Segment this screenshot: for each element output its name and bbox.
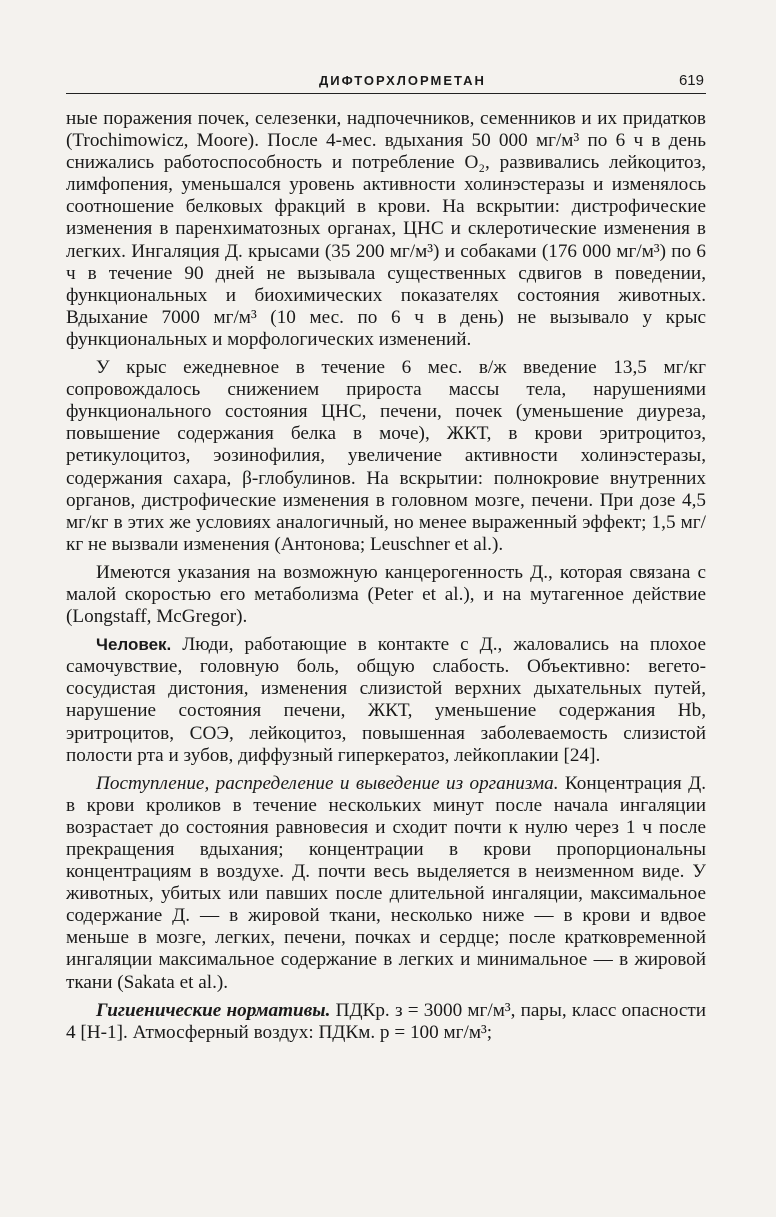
section-heading-human: Человек. (96, 635, 172, 655)
section-heading-distribution: Поступление, распределение и выведение из организма. (96, 772, 559, 794)
section-heading-hygiene: Гигиенические нормативы. (96, 999, 331, 1021)
paragraph-oral-administration: У крыс ежедневное в течение 6 мес. в/ж введение 13,5 мг/кг сопровождалось снижением прироста массы тела, нарушениями функционального состояния ЦНС, печени, почек (уменьшение диуреза, повышение содержания белка в моче), ЖКТ, в крови эритроцитоз, ретикулоцитоз, эозинофилия, увеличение активности холинэстеразы, содержания сахара, β-глобулинов. На вскрытии: полнокровие внутренних органов, дистрофические изменения в головном мозге, печени. При дозе 4,5 мг/кг в этих же условиях аналогичный, но менее выраженный эффект; 1,5 мг/кг не вызвали изменения (Антонова; Leuschner et al.). (66, 357, 706, 555)
page-header (66, 72, 706, 94)
paragraph-human (66, 634, 706, 767)
page-number: 619 (678, 72, 704, 89)
paragraph-hygiene-text: ПДКр. з = 3000 мг/м³, пары, класс опасности 4 [Н-1]. Атмосферный воздух: ПДКм. р = 100 мг/м³; (66, 999, 706, 1043)
paragraph-distribution (66, 773, 706, 994)
paragraph-human-text: Люди, работающие в контакте с Д., жаловались на плохое самочувствие, головную боль, общую слабость. Объективно: вегето-сосудистая дистония, изменения слизистой верхних дыхательных путей, нарушение состояния печени, ЖКТ, уменьшение содержания Hb, эритроцитов, СОЭ, лейкоцитоз, повышенная заболеваемость слизистой полости рта и зубов, диффузный гиперкератоз, лейкоплакии [24]. (66, 634, 706, 766)
page-body (66, 108, 706, 1044)
paragraph-hygiene-standards (66, 1000, 706, 1044)
paragraph-carcinogenicity: Имеются указания на возможную канцерогенность Д., которая связана с малой скоростью его метаболизма (Peter et al.), и на мутагенное действие (Longstaff, McGregor). (66, 561, 706, 628)
paragraph-distribution-text: Концентрация Д. в крови кроликов в течение нескольких минут после начала ингаляции возрастает до состояния равновесия и сходит почти к нулю через 1 ч после прекращения вдыхания; концентрации в крови пропорциональны концентрациям в воздухе. Д. почти весь выделяется в неизменном виде. У животных, убитых или павших после длительной ингаляции, максимальное содержание Д. — в жировой ткани, несколько ниже — в крови и вдвое меньше в мозге, легких, печени, почках и сердце; после кратковременной ингаляции максимальное содержание в легких и минимальное — в жировой ткани (Sakata et al.). (66, 772, 706, 993)
book-page (66, 72, 706, 1044)
running-title: ДИФТОРХЛОРМЕТАН (319, 73, 486, 88)
paragraph-continuation: ные поражения почек, селезенки, надпочечников, семенников и их придатков (Trochimowicz, Moore). После 4-мес. вдыхания 50 000 мг/м³ по 6 ч в день снижались работоспособность и потребление O₂, развивались лейкоцитоз, лимфопения, уменьшался уровень активности холинэстеразы и изменялось соотношение белковых фракций в крови. На вскрытии: дистрофические изменения в паренхиматозных органах, ЦНС и склеротические изменения в легких. Ингаляция Д. крысами (35 200 мг/м³) и собаками (176 000 мг/м³) по 6 ч в течение 90 дней не вызывала существенных сдвигов в поведении, функциональных и биохимических показателях состояния животных. Вдыхание 7000 мг/м³ (10 мес. по 6 ч в день) не вызывало у крыс функциональных и морфологических изменений. (66, 108, 706, 350)
